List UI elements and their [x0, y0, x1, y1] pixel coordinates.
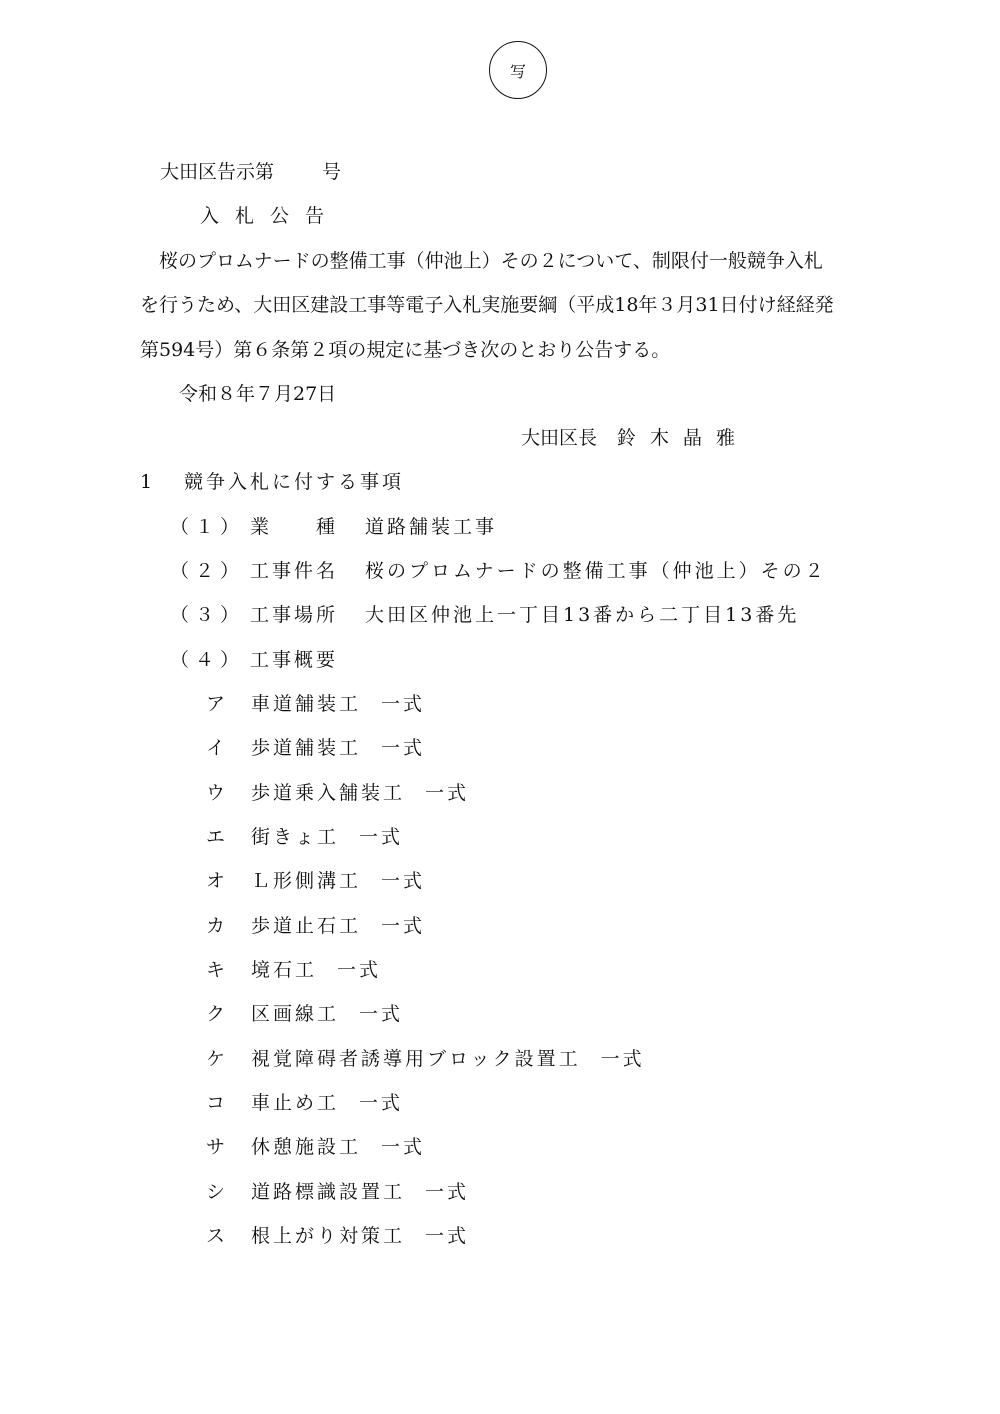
overview-qty: 一式	[425, 1225, 470, 1247]
overview-qty: 一式	[425, 782, 470, 804]
overview-qty: 一式	[381, 870, 426, 892]
overview-kana: ケ	[206, 1048, 229, 1070]
item-label: 工事概要	[250, 649, 339, 671]
item-index: （３）	[170, 604, 246, 626]
overview-kana: シ	[206, 1181, 229, 1203]
overview-kana: ク	[206, 1003, 229, 1025]
signer-title: 大田区長	[521, 427, 598, 449]
notice-number-suffix: 号	[322, 161, 342, 183]
overview-work: 視覚障碍者誘導用ブロック設置工	[251, 1048, 581, 1070]
copy-stamp-text: 写	[509, 61, 526, 81]
notice-number	[160, 160, 341, 184]
item-label: 工事場所	[250, 604, 339, 626]
overview-kana: ア	[206, 693, 229, 715]
overview-qty: 一式	[425, 1181, 470, 1203]
overview-kana: オ	[206, 870, 229, 892]
overview-kana: エ	[206, 826, 229, 848]
signer-name: 鈴木晶雅	[617, 427, 750, 449]
overview-kana: キ	[206, 959, 229, 981]
overview-kana: コ	[206, 1092, 229, 1114]
overview-qty: 一式	[337, 959, 382, 981]
overview-work: 道路標識設置工	[251, 1181, 406, 1203]
overview-work: 歩道乗入舗装工	[251, 782, 406, 804]
overview-qty: 一式	[381, 915, 426, 937]
overview-work: Ｌ形側溝工	[251, 870, 362, 892]
section-heading-text: 競争入札に付する事項	[184, 471, 405, 493]
item-index: （４）	[170, 649, 246, 671]
item-value: 大田区仲池上一丁目13番から二丁目13番先	[365, 604, 800, 626]
item-value: 桜のプロムナードの整備工事（仲池上）その２	[365, 560, 827, 582]
overview-qty: 一式	[359, 1003, 404, 1025]
copy-stamp	[489, 41, 547, 99]
item-index: （１）	[170, 516, 246, 538]
overview-kana: サ	[206, 1136, 229, 1158]
overview-work: 境石工	[251, 959, 318, 981]
notice-date: 令和８年７月27日	[179, 383, 337, 405]
overview-qty: 一式	[359, 826, 404, 848]
overview-qty: 一式	[381, 737, 426, 759]
overview-kana: ス	[206, 1225, 229, 1247]
body-paragraph-line-2: を行うため、大田区建設工事等電子入札実施要綱（平成18年３月31日付け経経発	[140, 294, 834, 316]
item-label: 業 種	[250, 516, 339, 538]
overview-work: 車道舗装工	[251, 693, 362, 715]
overview-work: 区画線工	[251, 1003, 340, 1025]
overview-work: 車止め工	[251, 1092, 340, 1114]
overview-work: 歩道止石工	[251, 915, 362, 937]
item-value: 道路舗装工事	[365, 516, 498, 538]
overview-work: 休憩施設工	[251, 1136, 362, 1158]
overview-qty: 一式	[381, 1136, 426, 1158]
overview-kana: カ	[206, 915, 229, 937]
section-number: 1	[140, 471, 153, 493]
item-index: （２）	[170, 560, 246, 582]
body-paragraph-line-3: 第594号）第６条第２項の規定に基づき次のとおり公告する。	[140, 339, 671, 361]
signer	[521, 426, 749, 450]
overview-work: 街きょ工	[251, 826, 340, 848]
item-label: 工事件名	[250, 560, 339, 582]
section-1-heading	[140, 470, 404, 494]
notice-number-prefix: 大田区告示第	[160, 161, 275, 183]
overview-work: 根上がり対策工	[251, 1225, 406, 1247]
overview-kana: イ	[206, 737, 229, 759]
overview-qty: 一式	[600, 1048, 645, 1070]
document-title: 入札公告	[200, 205, 341, 227]
overview-kana: ウ	[206, 782, 229, 804]
overview-qty: 一式	[381, 693, 426, 715]
overview-qty: 一式	[359, 1092, 404, 1114]
body-paragraph-line-1: 桜のプロムナードの整備工事（仲池上）その２について、制限付一般競争入札	[159, 250, 823, 272]
overview-work: 歩道舗装工	[251, 737, 362, 759]
